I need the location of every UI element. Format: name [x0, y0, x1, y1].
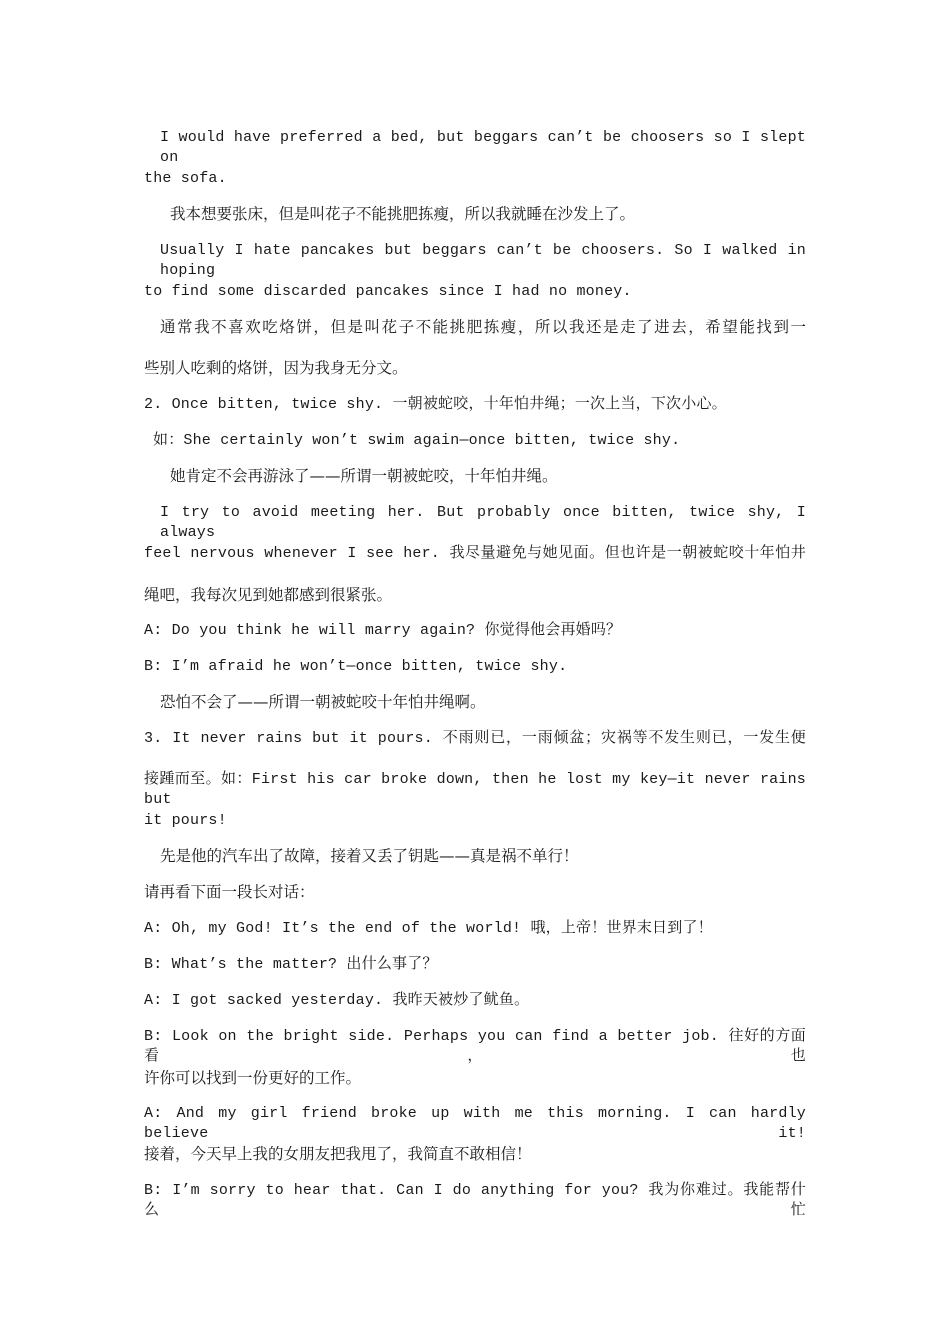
line: A: Oh, my God! It’s the end of the world! 哦，上帝！世界末日到了！ [144, 920, 713, 937]
line-text: I try to avoid meeting her. But probably once bitten, twice shy, I always [160, 504, 806, 541]
line: 请再看下面一段长对话： [144, 883, 315, 901]
line [0, 1104, 950, 1144]
line [0, 503, 950, 543]
line: 接着，今天早上我的女朋友把我甩了，我简直不敢相信！ [144, 1145, 532, 1163]
line: 如：She certainly won’t swim again—once bitten, twice shy. [153, 432, 681, 449]
line-text: B: Look on the bright side. Perhaps you can find a better job. 往好的方面看，也 [144, 1028, 806, 1065]
line: 先是他的汽车出了故障，接着又丢了钥匙——真是祸不单行！ [160, 847, 579, 865]
line: 2. Once bitten, twice shy. 一朝被蛇咬，十年怕井绳；一次上当，下次小心。 [144, 396, 727, 413]
line: B: I’m afraid he won’t—once bitten, twice shy. [144, 658, 568, 675]
line-text: Usually I hate pancakes but beggars can’t be choosers. So I walked in hoping [160, 242, 806, 279]
line [0, 1181, 950, 1221]
line: 绳吧，我每次见到她都感到很紧张。 [144, 586, 393, 604]
line: 她肯定不会再游泳了——所谓一朝被蛇咬，十年怕井绳。 [170, 467, 558, 485]
line-text: I would have preferred a bed, but beggars can’t be choosers so I slept on [160, 129, 806, 166]
line-text: feel nervous whenever I see her. 我尽量避免与她见面。但也许是一朝被蛇咬十年怕井 [144, 545, 806, 562]
line [0, 729, 950, 749]
line: 我本想要张床，但是叫花子不能挑肥拣瘦，所以我就睡在沙发上了。 [170, 205, 636, 223]
line: it pours! [144, 812, 227, 829]
line-text: 接踵而至。如：First his car broke down, then he lost my key—it never rains but [144, 771, 806, 808]
line: A: Do you think he will marry again? 你觉得他会再婚吗？ [144, 622, 622, 639]
line [0, 544, 950, 564]
line: 些别人吃剩的烙饼，因为我身无分文。 [144, 359, 408, 377]
line: the sofa. [144, 170, 227, 187]
line-text: 3. It never rains but it pours. 不雨则已，一雨倾盆；灾祸等不发生则已，一发生便 [144, 730, 806, 747]
line: A: I got sacked yesterday. 我昨天被炒了鱿鱼。 [144, 992, 530, 1009]
line [0, 241, 950, 281]
line-text: A: And my girl friend broke up with me this morning. I can hardly believe it! [144, 1105, 806, 1142]
line-text: 通常我不喜欢吃烙饼，但是叫花子不能挑肥拣瘦，所以我还是走了进去，希望能找到一 [160, 318, 806, 336]
line [0, 317, 950, 337]
line [0, 1027, 950, 1067]
line: 恐怕不会了——所谓一朝被蛇咬十年怕井绳啊。 [160, 693, 486, 711]
line: B: What’s the matter? 出什么事了？ [144, 956, 438, 973]
line: 许你可以找到一份更好的工作。 [144, 1069, 362, 1087]
line-text: B: I’m sorry to hear that. Can I do anything for you? 我为你难过。我能帮什么忙 [144, 1182, 806, 1219]
line [0, 770, 950, 810]
line: to find some discarded pancakes since I had no money. [144, 283, 632, 300]
line [0, 128, 950, 168]
